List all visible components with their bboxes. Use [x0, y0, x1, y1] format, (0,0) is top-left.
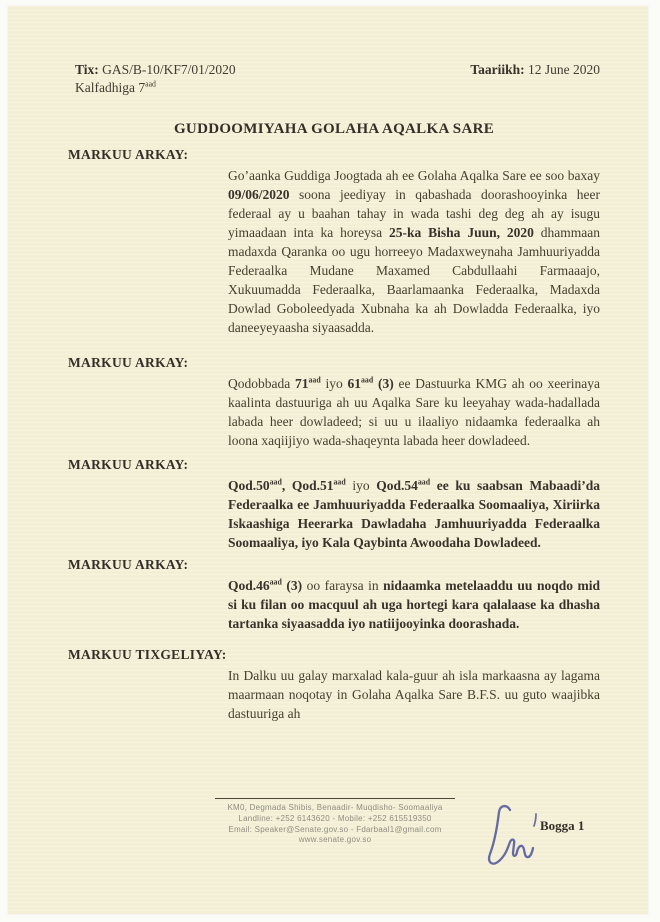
page-number: Bogga 1 — [540, 818, 585, 833]
date-label: Taariikh: — [470, 62, 525, 77]
reference-block — [75, 60, 236, 79]
document-header — [75, 60, 600, 79]
section-markuu-arkay-2 — [68, 354, 600, 450]
section-paragraph: In Dalku uu galay marxalad kala-guur ah isla markaasna ay lagama maarmaan noqotay in Golaha Aqalka Sare B.F.S. uu guto waajibka dastuuriga ah — [228, 668, 600, 721]
reference-line — [75, 60, 236, 79]
section-markuu-arkay-3 — [68, 456, 600, 552]
footer-emails: Email: Speaker@Senate.gov.so - Fdarbaal1@gmail.com — [228, 824, 442, 834]
section-heading: MARKUU ARKAY: — [68, 557, 189, 572]
section-markuu-arkay-1 — [68, 146, 600, 337]
document-page — [8, 6, 648, 914]
section-paragraph: Qod.46$^{aad}$ (3) oo faraysa in nidaamka metelaaddu uu noqdo mid si ku filan oo macquul ah uga hortegi kara qalalaase ka dhasha tartanka siyaasadda iyo natiijooyinka doorashada. — [228, 577, 600, 631]
footer-phones: Landline: +252 6143620 - Mobile: +252 615519350 — [238, 813, 432, 823]
section-heading: MARKUU TIXGELIYAY: — [68, 647, 227, 662]
reference-label: Tix: — [75, 62, 99, 77]
section-paragraph: Qodobbada $71^{aad}$ iyo $61^{aad}$ (3) ee Dastuurka KMG ah oo xeerinaya kaalinta dastuuriga ah uu Aqalka Sare ku leeyahay wada-hadallada labada heer dowladeed; si uu u ilaaliyo nidaamka federaalka ah loona xaqiijiyo wada-shaqeynta labada heer dowladeed. — [228, 375, 600, 448]
date-block — [470, 60, 600, 79]
session-ordinal-suffix: aad — [145, 79, 156, 89]
section-markuu-tixgeliyay — [68, 646, 600, 723]
section-paragraph: Go’aanka Guddiga Joogtada ah ee Golaha Aqalka Sare ee soo baxay 09/06/2020 soona jeediyay in qabashada doorashooyinka heer federaal ay u baahan tahay in wada tashi deg deg ah ay isugu yimaadaan inta ka horeysa 25-ka Bisha Juun, 2020 dhammaan madaxda Qaranka oo ugu horreeyo Madaxweynaha Jamhuuriyadda Federaalka Mudane Maxamed Cabdullaahi Farmaaajo, Xukuumadda Federaalka, Baarlamaanka Federaalka, Madaxda Dowlad Goboleedyada Xubnaha ka ah Dowladda Federaalka, iyo daneeyeyaasha siyaasadda. — [228, 168, 600, 335]
handwritten-signature-mark — [480, 796, 552, 882]
session-text: Kalfadhiga 7 — [75, 80, 146, 95]
footer-address: KM0, Degmada Shibis, Benaadir- Muqdisho- Soomaaliya — [227, 803, 443, 812]
page-title: GUDDOOMIYAHA GOLAHA AQALKA SARE — [173, 121, 495, 137]
date-value: 12 June 2020 — [528, 62, 600, 77]
section-paragraph: Qod.50$^{aad}$, Qod.51$^{aad}$ iyo Qod.54$^{aad}$ ee ku saabsan Mabaadi’da Federaalka ee Jamhuuriyadda Federaalka Soomaaliya, Xiriirka Iskaashiga Heerarka Dawladaha Jamhuuriyadda Federaalka Soomaaliya, iyo Kala Qaybinta Awoodaha Dowladeed. — [228, 477, 600, 550]
footer-divider — [215, 798, 455, 799]
section-heading: MARKUU ARKAY: — [68, 147, 189, 162]
section-heading: MARKUU ARKAY: — [68, 355, 189, 370]
section-markuu-arkay-4 — [68, 556, 600, 633]
footer-website: www.senate.gov.so — [298, 835, 372, 845]
section-heading: MARKUU ARKAY: — [68, 457, 189, 472]
session-line — [75, 79, 600, 97]
reference-value: GAS/B-10/KF7/01/2020 — [102, 62, 236, 77]
